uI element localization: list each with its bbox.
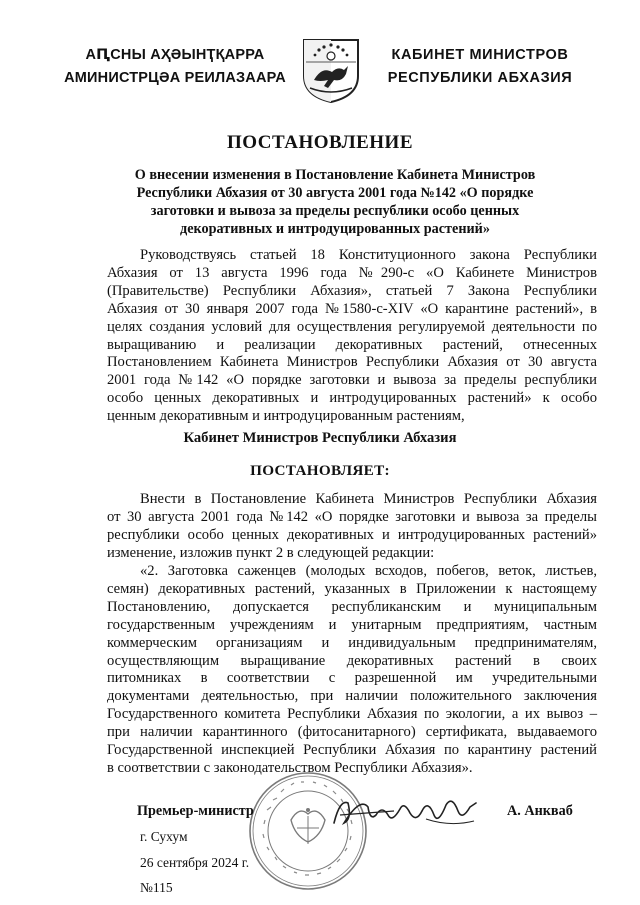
text-line: Руководствуясь статьей 18 Конституционного закона Республики xyxy=(140,247,597,263)
amendment-paragraph xyxy=(107,563,597,778)
document-number: №115 xyxy=(140,880,173,895)
text-line: Постановлению, допускается республиканским и муниципальным xyxy=(107,598,597,615)
issuing-authority: Кабинет Министров Республики Абхазия xyxy=(183,430,457,446)
signatory-role: Премьер-министр xyxy=(137,803,254,819)
text-line: при наличии карантинного (фитосанитарного) сертификата, выдаваемого xyxy=(107,724,597,741)
text-line: Абхазия от 13 августа 1996 года №290-с «О Кабинете Министров xyxy=(107,264,597,281)
text-line: (Правительстве) Республики Абхазия», статьей 7 Закона Республики xyxy=(107,282,597,299)
state-emblem-icon xyxy=(298,36,364,104)
subtitle-line: заготовки и вывоза за пределы республики особо ценных xyxy=(150,203,520,219)
text-line: коммерческим организациям и индивидуальным предпринимателям, xyxy=(107,634,597,651)
text-line: «2. Заготовка саженцев (молодых всходов, побегов, веток, листьев, xyxy=(140,563,597,579)
operative-paragraph xyxy=(107,491,597,563)
text-line: особо ценных декоративных и интродуцированных растений» к особо xyxy=(107,390,597,407)
text-line: Государственного комитета Республики Абхазия по экологии, а их вывоз – xyxy=(107,706,597,723)
text-line: семян) декоративных растений, указанных в Приложении к настоящему xyxy=(107,580,597,597)
resolves-heading: ПОСТАНОВЛЯЕТ: xyxy=(250,462,390,479)
text-line: республики особо ценных декоративных и интродуцированных растений» xyxy=(107,526,597,543)
text-line: от 30 августа 2001 года №142 «О порядке заготовки и вывоза за пределы xyxy=(107,508,597,525)
document-subtitle xyxy=(110,166,560,238)
header-right-block xyxy=(380,44,580,90)
text-line: документами деятельностью, при наличии положительного заключения xyxy=(107,688,597,705)
text-line: 2001 года №142 «О порядке заготовки и вывоза за пределы республики xyxy=(107,372,597,389)
handwritten-signature-icon xyxy=(330,793,480,833)
text-line: Абхазия от 30 января 2007 года №1580-с-XIV «О карантине растений», в xyxy=(107,300,597,317)
preamble-paragraph xyxy=(107,247,597,426)
text-line: питомниках в соответствии с разрешенной им учредительными xyxy=(107,670,597,687)
subtitle-line: декоративных и интродуцированных растений» xyxy=(180,221,490,237)
subtitle-line: О внесении изменения в Постановление Кабинета Министров xyxy=(134,167,536,183)
text-line: Постановлением Кабинета Министров Республики Абхазия от 30 августа xyxy=(107,354,597,371)
signatory-name: А. Анкваб xyxy=(507,803,573,819)
place-of-signing: г. Сухум xyxy=(140,829,188,844)
subtitle-line: Республики Абхазия от 30 августа 2001 года №142 «О порядке xyxy=(136,185,534,201)
header-left-line: АԤСНЫ АҲӘЫНҬҚАРРА xyxy=(85,47,265,63)
header-right-line: РЕСПУБЛИКИ АБХАЗИЯ xyxy=(387,70,573,86)
text-line: Государственной инспекцией Республики Абхазия по карантину растений xyxy=(107,742,597,759)
text-line: осуществляющим выращивание декоративных растений в своих xyxy=(107,652,597,669)
signing-date: 26 сентября 2024 г. xyxy=(140,855,250,870)
header-left-block xyxy=(60,44,290,90)
text-line: изменение, изложив пункт 2 в следующей редакции: xyxy=(107,544,435,561)
header-left-line: АМИНИСТРЦӘА РЕИЛАЗААРА xyxy=(64,70,286,86)
document-title: ПОСТАНОВЛЕНИЕ xyxy=(226,132,414,153)
text-line: выращиванию и реализации декоративных растений, отнесенных xyxy=(107,336,597,353)
text-line: в соответствии с законодательством Республики Абхазия». xyxy=(107,759,473,776)
text-line: ценным декоративным и интродуцированным растениям, xyxy=(107,408,465,425)
header-right-line: КАБИНЕТ МИНИСТРОВ xyxy=(391,47,569,63)
text-line: Внести в Постановление Кабинета Министров Республики Абхазия xyxy=(140,491,597,507)
text-line: целях создания условий для осуществления регулируемой деятельности по xyxy=(107,318,597,335)
text-line: государственным учреждениям и унитарным предприятиям, частным xyxy=(107,616,597,633)
